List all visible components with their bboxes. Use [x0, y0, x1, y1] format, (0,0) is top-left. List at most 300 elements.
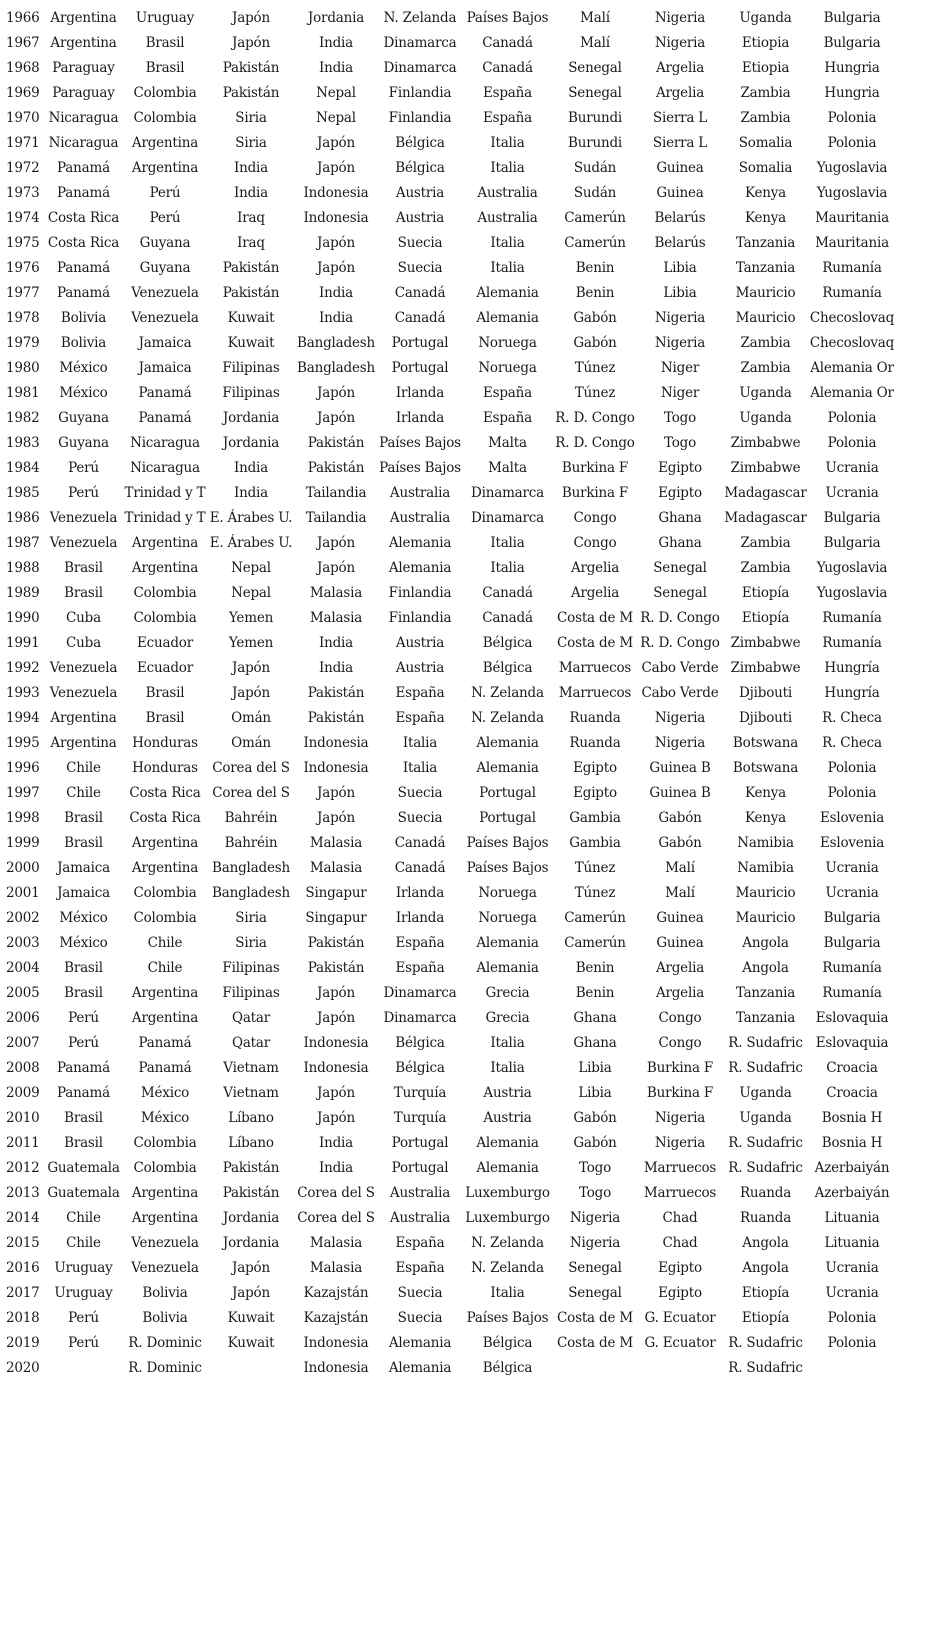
country-cell: Perú	[68, 484, 99, 501]
country-cell: Malasia	[309, 609, 363, 626]
country-cell: Japón	[232, 1284, 270, 1301]
country-cell: Jordania	[222, 1234, 280, 1251]
country-cell: Japón	[317, 559, 355, 576]
country-cell: Siria	[235, 134, 267, 151]
country-cell: Ghana	[573, 1009, 617, 1026]
country-cell: Zimbabwe	[730, 459, 801, 476]
year-cell: 1974	[6, 209, 40, 226]
country-cell: Malta	[488, 434, 527, 451]
country-cell: Japón	[317, 134, 355, 151]
country-cell: Rumanía	[822, 609, 882, 626]
year-cell: 1989	[6, 584, 40, 601]
country-cell: Kazajstán	[303, 1309, 369, 1326]
country-cell: Finlandia	[388, 84, 452, 101]
country-cell: España	[482, 84, 533, 101]
country-cell: Brasil	[64, 1134, 103, 1151]
country-cell: Eslovaquia	[815, 1034, 889, 1051]
country-cell: Congo	[658, 1034, 702, 1051]
year-cell: 2020	[6, 1359, 40, 1376]
country-cell: Guinea B	[649, 759, 711, 776]
country-cell: Honduras	[132, 759, 198, 776]
table-row	[4, 1005, 896, 1030]
country-cell: Venezuela	[49, 534, 118, 551]
country-cell: Zambia	[740, 534, 791, 551]
country-cell: Indonesia	[303, 209, 369, 226]
country-cell: Hungría	[824, 684, 880, 701]
country-cell: Egipto	[658, 459, 702, 476]
country-cell: Nigeria	[654, 709, 706, 726]
table-row	[4, 1030, 896, 1055]
country-cell: Corea del S	[297, 1184, 375, 1201]
country-cell: Etiopia	[741, 59, 790, 76]
country-cell: Uganda	[739, 9, 792, 26]
country-cell: Japón	[232, 1259, 270, 1276]
country-cell: Luxemburgo	[465, 1209, 550, 1226]
country-cell: Niger	[660, 384, 700, 401]
country-cell: Japón	[317, 784, 355, 801]
country-cell: Canadá	[394, 284, 446, 301]
country-cell: Rumanía	[822, 959, 882, 976]
country-cell: Angola	[742, 1234, 789, 1251]
country-cell: Bulgaria	[823, 909, 881, 926]
country-cell: Nigeria	[654, 1109, 706, 1126]
country-cell: Túnez	[574, 384, 616, 401]
year-cell: 2001	[6, 884, 40, 901]
year-cell: 2009	[6, 1084, 40, 1101]
country-cell: España	[482, 109, 533, 126]
country-cell: Congo	[573, 534, 617, 551]
country-cell: España	[395, 684, 445, 701]
country-cell: Kenya	[744, 809, 787, 826]
country-cell: Zimbabwe	[730, 659, 801, 676]
country-cell: Tanzania	[735, 1009, 796, 1026]
country-cell: India	[318, 634, 354, 651]
year-cell: 2002	[6, 909, 40, 926]
year-cell: 2016	[6, 1259, 40, 1276]
year-cell: 2011	[6, 1134, 40, 1151]
country-cell: Zambia	[740, 559, 791, 576]
country-cell: Polonia	[827, 109, 877, 126]
country-cell: Yugoslavia	[816, 559, 888, 576]
country-cell: Chile	[66, 784, 101, 801]
country-cell: México	[140, 1109, 190, 1126]
country-cell: Nicaragua	[130, 459, 200, 476]
table-row	[4, 1355, 896, 1380]
country-cell: Italia	[490, 559, 525, 576]
country-cell: Ruanda	[569, 709, 621, 726]
country-cell: Senegal	[653, 559, 707, 576]
year-cell: 1990	[6, 609, 40, 626]
country-cell: Etiopía	[741, 584, 790, 601]
country-cell: Japón	[317, 1009, 355, 1026]
country-cell: Argentina	[131, 134, 199, 151]
country-cell: Austria	[395, 184, 445, 201]
country-cell: Bulgaria	[823, 34, 881, 51]
country-cell: Argentina	[50, 734, 117, 751]
country-cell: Mauricio	[735, 884, 796, 901]
country-cell: Costa Rica	[129, 784, 201, 801]
country-cell: Colombia	[133, 1159, 197, 1176]
year-cell: 1995	[6, 734, 40, 751]
country-cell: Cuba	[66, 609, 101, 626]
country-cell: Namibia	[737, 859, 794, 876]
country-cell: Gambia	[569, 809, 621, 826]
country-cell: Kuwait	[227, 309, 275, 326]
country-cell: Italia	[490, 1059, 525, 1076]
country-cell: Sierra L	[652, 109, 708, 126]
country-cell: Guinea	[656, 934, 704, 951]
country-cell: Argentina	[131, 1009, 199, 1026]
table-row	[4, 80, 896, 105]
country-cell: Indonesia	[303, 184, 369, 201]
year-cell: 2004	[6, 959, 40, 976]
country-cell: G. Ecuator	[644, 1334, 716, 1351]
country-cell: R. Sudafric	[728, 1134, 803, 1151]
country-cell: Noruega	[478, 334, 537, 351]
country-cell: Bélgica	[482, 1359, 533, 1376]
country-cell: Corea del S	[212, 759, 290, 776]
country-cell: Ghana	[658, 534, 702, 551]
country-cell: Marruecos	[558, 659, 632, 676]
country-cell: Suecia	[397, 259, 443, 276]
country-cell: Uruguay	[54, 1259, 113, 1276]
country-cell: Malasia	[309, 1259, 363, 1276]
country-cell: Pakistán	[307, 709, 365, 726]
year-cell: 1992	[6, 659, 40, 676]
year-cell: 1978	[6, 309, 40, 326]
year-cell: 1986	[6, 509, 40, 526]
country-cell: Jamaica	[57, 884, 110, 901]
country-cell: Eslovaquia	[815, 1009, 889, 1026]
table-row	[4, 105, 896, 130]
country-cell: Etiopia	[741, 34, 790, 51]
country-cell: Japón	[317, 159, 355, 176]
country-cell: Alemania	[388, 1334, 452, 1351]
country-cell: Gabón	[573, 1134, 617, 1151]
country-cell: Filipinas	[222, 959, 280, 976]
country-cell: Rumanía	[822, 284, 882, 301]
country-cell: Jamaica	[57, 859, 110, 876]
country-cell: Honduras	[132, 734, 198, 751]
country-cell: Chile	[66, 759, 101, 776]
country-cell: Nigeria	[654, 309, 706, 326]
country-cell: Zambia	[740, 84, 791, 101]
country-cell: R. Sudafric	[728, 1359, 803, 1376]
table-row	[4, 180, 896, 205]
country-cell: India	[233, 484, 269, 501]
country-cell: Zimbabwe	[730, 434, 801, 451]
country-cell: Nigeria	[654, 734, 706, 751]
country-cell: Somalia	[738, 159, 793, 176]
country-cell: G. Ecuator	[644, 1309, 716, 1326]
country-cell: Bangladesh	[297, 334, 375, 351]
country-cell: Marruecos	[558, 684, 632, 701]
country-cell: Brasil	[64, 1109, 103, 1126]
country-cell: Ghana	[573, 1034, 617, 1051]
table-row	[4, 730, 896, 755]
country-cell: Jordania	[307, 9, 365, 26]
country-cell: Senegal	[568, 84, 622, 101]
country-cell: Zambia	[740, 109, 791, 126]
country-cell: Bosnia H	[821, 1109, 883, 1126]
country-cell: Azerbaiyán	[814, 1184, 890, 1201]
country-cell: Países Bajos	[379, 434, 461, 451]
country-cell: Japón	[317, 984, 355, 1001]
country-cell: Rumanía	[822, 984, 882, 1001]
country-cell: Yemen	[228, 634, 274, 651]
country-cell: Madagascar	[724, 509, 807, 526]
country-cell: Kenya	[744, 184, 787, 201]
country-cell: Gabón	[573, 1109, 617, 1126]
country-cell: Qatar	[231, 1034, 271, 1051]
country-cell: Bélgica	[395, 1059, 445, 1076]
table-row	[4, 1105, 896, 1130]
country-cell: Hungría	[824, 659, 880, 676]
country-cell: Eslovenia	[819, 809, 885, 826]
country-cell: Jordania	[222, 409, 280, 426]
country-cell: Bélgica	[395, 1034, 445, 1051]
country-cell: Brasil	[145, 684, 185, 701]
country-cell: Togo	[578, 1184, 612, 1201]
year-cell: 2007	[6, 1034, 40, 1051]
country-cell: Pakistán	[222, 84, 280, 101]
country-cell: Filipinas	[222, 384, 280, 401]
country-cell: Indonesia	[303, 1359, 369, 1376]
country-cell: Brasil	[64, 959, 103, 976]
year-cell: 1977	[6, 284, 40, 301]
country-cell: Paraguay	[52, 59, 115, 76]
country-cell: Panamá	[138, 409, 192, 426]
country-cell: Colombia	[133, 884, 197, 901]
country-cell: Indonesia	[303, 734, 369, 751]
country-cell: Colombia	[133, 109, 197, 126]
year-cell: 1997	[6, 784, 40, 801]
country-cell: Corea del S	[297, 1209, 375, 1226]
country-cell: Chad	[662, 1234, 698, 1251]
country-cell: Austria	[395, 659, 445, 676]
table-row	[4, 1280, 896, 1305]
country-cell: Qatar	[231, 1009, 271, 1026]
country-table	[4, 5, 896, 1380]
country-cell: Togo	[663, 409, 697, 426]
country-cell: Canadá	[482, 59, 533, 76]
country-cell: R. Sudafric	[728, 1034, 803, 1051]
country-cell: Líbano	[228, 1109, 274, 1126]
country-cell: Argelia	[570, 584, 620, 601]
country-cell: Filipinas	[222, 359, 280, 376]
country-cell: Malí	[580, 9, 610, 26]
country-cell: Polonia	[827, 1309, 877, 1326]
country-cell: Italia	[490, 1034, 525, 1051]
country-cell: Italia	[490, 1284, 525, 1301]
country-cell: Portugal	[391, 359, 449, 376]
country-cell: Colombia	[133, 84, 197, 101]
country-cell: Bulgaria	[823, 934, 881, 951]
table-row	[4, 855, 896, 880]
table-row	[4, 680, 896, 705]
year-cell: 2008	[6, 1059, 40, 1076]
year-cell: 2005	[6, 984, 40, 1001]
table-row	[4, 1230, 896, 1255]
country-cell: Portugal	[391, 1159, 449, 1176]
country-cell: Ucrania	[825, 884, 879, 901]
year-cell: 2000	[6, 859, 40, 876]
country-cell: Argentina	[131, 159, 199, 176]
country-cell: Camerún	[564, 209, 626, 226]
table-row	[4, 1080, 896, 1105]
country-cell: Djibouti	[739, 709, 792, 726]
country-cell: Turquía	[393, 1084, 447, 1101]
country-cell: Libia	[578, 1084, 612, 1101]
country-cell: Argelia	[655, 959, 705, 976]
country-cell: Togo	[578, 1159, 612, 1176]
country-cell: Tanzania	[735, 259, 796, 276]
country-cell: Colombia	[133, 609, 197, 626]
country-cell: R. Checa	[822, 734, 882, 751]
country-cell: Dinamarca	[383, 59, 457, 76]
year-cell: 1983	[6, 434, 40, 451]
country-cell: Egipto	[658, 484, 702, 501]
country-cell: Argentina	[131, 1184, 199, 1201]
country-cell: Grecia	[485, 1009, 530, 1026]
country-cell: Bangladesh	[212, 884, 290, 901]
country-cell: Angola	[742, 959, 789, 976]
country-cell: Indonesia	[303, 1059, 369, 1076]
country-cell: Pakistán	[222, 59, 280, 76]
country-cell: Hungria	[824, 84, 880, 101]
year-cell: 2012	[6, 1159, 40, 1176]
country-cell: Burkina F	[561, 459, 629, 476]
country-cell: Alemania Or	[810, 384, 894, 401]
country-cell: Burkina F	[561, 484, 629, 501]
country-cell: Dinamarca	[471, 509, 544, 526]
country-cell: Uganda	[739, 1084, 792, 1101]
country-cell: Guinea B	[649, 784, 711, 801]
table-row	[4, 580, 896, 605]
country-cell: Kuwait	[227, 1309, 275, 1326]
country-cell: Ruanda	[569, 734, 621, 751]
country-cell: Corea del S	[212, 784, 290, 801]
country-cell: Senegal	[653, 584, 707, 601]
country-cell: Suecia	[397, 1284, 443, 1301]
country-cell: Venezuela	[131, 284, 199, 301]
country-cell: Gabón	[573, 309, 617, 326]
country-cell: Alemania	[476, 1159, 539, 1176]
year-cell: 1988	[6, 559, 40, 576]
country-cell: Dinamarca	[471, 484, 544, 501]
country-cell: España	[395, 1234, 445, 1251]
country-cell: Bulgaria	[823, 509, 881, 526]
country-cell: Cabo Verde	[641, 684, 719, 701]
country-cell: Gabón	[573, 334, 617, 351]
country-cell: Kuwait	[227, 334, 275, 351]
country-cell: Alemania	[476, 734, 539, 751]
country-cell: Suecia	[397, 1309, 443, 1326]
country-cell: Libia	[578, 1059, 612, 1076]
country-cell: Alemania	[388, 1359, 452, 1376]
country-cell: Zambia	[740, 334, 791, 351]
country-cell: Venezuela	[49, 659, 118, 676]
country-cell: Pakistán	[307, 959, 365, 976]
country-cell: India	[233, 459, 269, 476]
country-cell: Italia	[490, 259, 525, 276]
country-cell: Mauritania	[815, 209, 889, 226]
country-cell: Panamá	[57, 1084, 110, 1101]
country-cell: Egipto	[573, 784, 617, 801]
country-cell: Polonia	[827, 759, 877, 776]
year-cell: 1994	[6, 709, 40, 726]
country-cell: Austria	[395, 634, 445, 651]
country-cell: Etiopía	[741, 609, 790, 626]
country-cell: Bolivia	[142, 1284, 188, 1301]
country-cell: Uganda	[739, 384, 792, 401]
country-cell: R. D. Congo	[555, 409, 635, 426]
country-cell: Nepal	[231, 584, 271, 601]
country-cell: Senegal	[568, 59, 622, 76]
country-cell: Ecuador	[137, 634, 193, 651]
table-row	[4, 555, 896, 580]
country-cell: Italia	[402, 734, 438, 751]
country-cell: Países Bajos	[466, 834, 549, 851]
country-cell: Uganda	[739, 1109, 792, 1126]
country-cell: Trinidad y T	[124, 509, 206, 526]
country-cell: Guyana	[58, 434, 109, 451]
country-cell: Noruega	[478, 909, 537, 926]
table-row	[4, 305, 896, 330]
country-cell: Kenya	[744, 784, 787, 801]
year-cell: 1969	[6, 84, 40, 101]
country-cell: Chile	[66, 1234, 101, 1251]
country-cell: Perú	[149, 209, 181, 226]
country-cell: Malí	[580, 34, 610, 51]
country-cell: Nigeria	[569, 1234, 621, 1251]
country-cell: Perú	[68, 1009, 99, 1026]
country-cell: Guyana	[58, 409, 109, 426]
country-cell: Venezuela	[131, 309, 199, 326]
table-row	[4, 380, 896, 405]
country-cell: Alemania	[476, 284, 539, 301]
table-row	[4, 355, 896, 380]
country-cell: Costa de M	[557, 634, 633, 651]
country-cell: Nigeria	[654, 9, 706, 26]
country-cell: N. Zelanda	[471, 1234, 544, 1251]
country-cell: Finlandia	[388, 584, 452, 601]
year-cell: 1973	[6, 184, 40, 201]
table-row	[4, 55, 896, 80]
country-cell: Bulgaria	[823, 9, 881, 26]
country-cell: Kenya	[744, 209, 787, 226]
country-cell: Indonesia	[303, 1034, 369, 1051]
country-cell: Venezuela	[49, 509, 118, 526]
country-cell: Bolivia	[142, 1309, 188, 1326]
country-cell: Austria	[483, 1109, 532, 1126]
country-cell: Pakistán	[307, 459, 365, 476]
country-cell: Pakistán	[307, 434, 365, 451]
country-cell: Bosnia H	[821, 1134, 883, 1151]
country-cell: Yugoslavia	[816, 584, 888, 601]
country-cell: India	[318, 34, 354, 51]
year-cell: 2018	[6, 1309, 40, 1326]
country-cell: Cuba	[66, 634, 101, 651]
country-cell: Túnez	[574, 859, 616, 876]
country-cell: Somalia	[738, 134, 793, 151]
country-cell: Gambia	[569, 834, 621, 851]
country-cell: Bélgica	[482, 1334, 533, 1351]
country-cell: R. D. Congo	[640, 634, 720, 651]
country-cell: Malí	[665, 859, 695, 876]
country-cell: Uganda	[739, 409, 792, 426]
country-cell: México	[59, 934, 108, 951]
